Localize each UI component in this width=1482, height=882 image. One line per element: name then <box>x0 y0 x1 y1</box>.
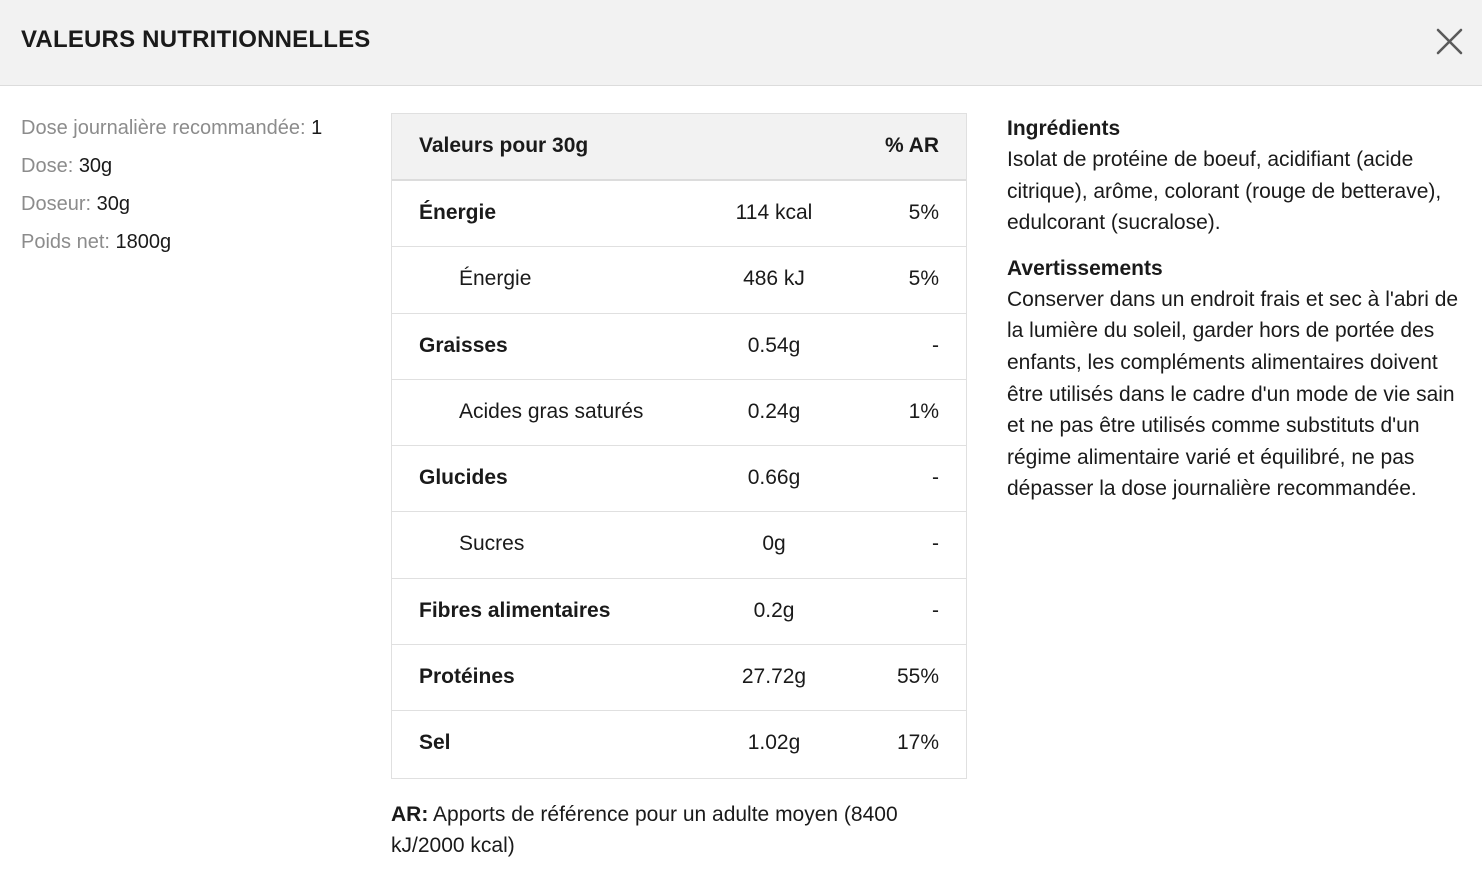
spec-scoop <box>21 189 371 227</box>
nutrient-value: 0.2g <box>753 598 795 622</box>
spec-dose <box>21 151 371 189</box>
spec-label: Poids net: <box>21 231 110 253</box>
nutrient-value: 0.66g <box>747 466 801 490</box>
nutrient-name: Sucres <box>459 532 525 556</box>
nutrient-name: Acides gras saturés <box>459 399 644 423</box>
nutrient-ar: - <box>932 333 939 357</box>
nutrient-ar: - <box>932 532 939 556</box>
table-row <box>392 314 966 380</box>
table-row <box>392 512 966 578</box>
nutrient-name: Graisses <box>419 333 508 357</box>
modal-title: VALEURS NUTRITIONNELLES <box>21 26 371 53</box>
modal-header <box>0 0 1482 86</box>
nutrient-value: 0.54g <box>747 333 801 357</box>
nutrient-value: 27.72g <box>741 665 807 689</box>
nutrient-name: Énergie <box>419 201 497 224</box>
nutrient-value: 0g <box>762 532 786 556</box>
nutrient-name: Sel <box>419 731 451 755</box>
close-icon <box>1430 22 1468 60</box>
spec-value: 1800g <box>115 231 172 253</box>
spec-net-weight <box>21 227 371 265</box>
warnings-section <box>1007 253 1467 505</box>
nutrient-name: Protéines <box>419 665 515 689</box>
ingredients-text: Isolat de protéine de boeuf, acidifiant (acide citrique), arôme, colorant (rouge de betterave), edulcorant (sucralose). <box>1007 148 1442 235</box>
table-row <box>392 579 966 645</box>
table-row <box>392 645 966 711</box>
nutrient-ar: 55% <box>896 665 939 689</box>
nutrient-ar: 17% <box>896 731 939 755</box>
nutrient-name: Glucides <box>419 466 508 490</box>
nutrient-value: 1.02g <box>747 731 801 755</box>
nutrient-name: Fibres alimentaires <box>419 598 611 622</box>
close-button[interactable] <box>1430 22 1468 60</box>
spec-daily-dose <box>21 113 371 151</box>
table-row <box>392 181 966 247</box>
spec-value: 30g <box>78 155 113 177</box>
nutrient-value: 114 kcal <box>735 201 813 224</box>
nutrient-value: 0.24g <box>747 399 801 423</box>
nutrient-value: 486 kJ <box>743 267 805 291</box>
spec-label: Dose journalière recommandée: <box>21 117 306 139</box>
product-specs <box>21 113 371 265</box>
column-header-values: Valeurs pour 30g <box>419 134 589 157</box>
spec-value: 1 <box>311 117 323 139</box>
column-header-ar: % AR <box>884 134 939 157</box>
table-row <box>392 380 966 446</box>
table-row <box>392 247 966 313</box>
table-row <box>392 446 966 512</box>
nutrient-name: Énergie <box>459 267 532 291</box>
nutrient-ar: 5% <box>908 267 939 291</box>
product-info <box>1007 113 1467 505</box>
ingredients-heading: Ingrédients <box>1007 117 1121 140</box>
ingredients-section <box>1007 113 1467 239</box>
spec-label: Doseur: <box>21 193 92 215</box>
spec-value: 30g <box>96 193 130 215</box>
nutrient-ar: 5% <box>908 201 939 224</box>
warnings-heading: Avertissements <box>1007 256 1163 280</box>
spec-label: Dose: <box>21 155 74 177</box>
table-row <box>392 711 966 777</box>
reference-intake-note <box>391 799 951 861</box>
table-header <box>392 114 966 181</box>
note-label: AR: <box>391 803 429 826</box>
nutrient-ar: 1% <box>908 399 939 423</box>
note-text: Apports de référence pour un adulte moyen (8400 kJ/2000 kcal) <box>391 803 898 857</box>
nutrient-ar: - <box>932 466 939 490</box>
nutrition-table <box>391 113 967 779</box>
warnings-text: Conserver dans un endroit frais et sec à l'abri de la lumière du soleil, garder hors de portée des enfants, les compléments alimentaires doivent être utilisés dans le cadre d'un mode de vie sain et ne pas être utilisés comme substituts d'un régime alimentaire varié et équilibré, ne pas dépasser la dose journalière recommandée. <box>1007 287 1459 501</box>
nutrient-ar: - <box>932 598 939 622</box>
